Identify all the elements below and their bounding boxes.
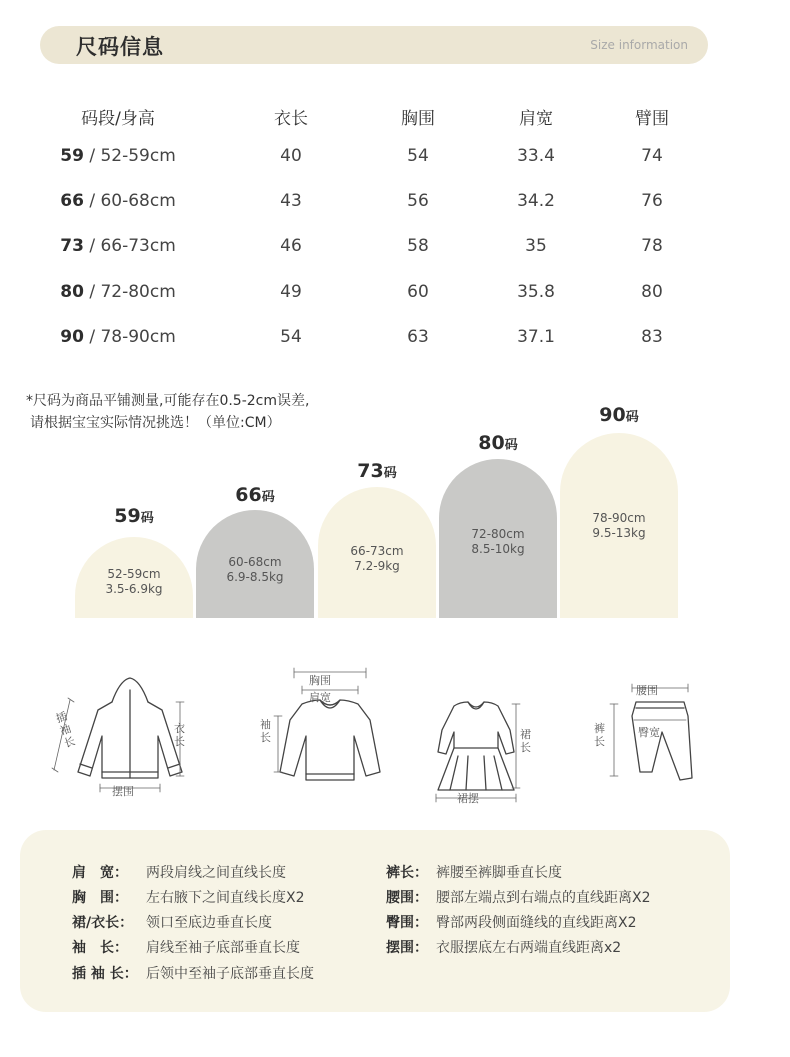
table-header-cell: 码段/身高 (81, 109, 155, 129)
definition-term: 胸 围： (72, 890, 128, 906)
definition-term: 裤长： (386, 865, 428, 881)
definition-desc: 领口至底边垂直长度 (146, 915, 272, 931)
arch-info (439, 527, 557, 557)
table-cell: 43 (280, 191, 302, 211)
arch-info (75, 567, 193, 597)
height-range: / 78-90cm (83, 327, 176, 347)
table-header-cell: 胸围 (401, 109, 435, 129)
arch-weight: 6.9-8.5kg (226, 570, 284, 584)
arch-height: 52-59cm (107, 567, 161, 581)
definition-row (72, 862, 286, 882)
definition-row (72, 887, 305, 907)
definition-row (72, 963, 314, 983)
table-cell: 63 (407, 327, 429, 347)
definition-desc: 臀部两段侧面缝线的直线距离X2 (436, 915, 637, 931)
size-unit: 码 (140, 511, 154, 526)
table-header-cell: 衣长 (274, 109, 308, 129)
table-header-cell: 肩宽 (519, 109, 553, 129)
definition-desc: 两段肩线之间直线长度 (146, 865, 286, 881)
dress-length-label: 裙长 (520, 728, 531, 754)
definition-row (386, 887, 651, 907)
definition-desc: 腰部左端点到右端点的直线距离X2 (436, 890, 651, 906)
sweater-illustration (280, 700, 380, 780)
arch-weight: 3.5-6.9kg (105, 582, 163, 596)
arch-size-label (560, 404, 678, 426)
table-cell: 76 (641, 191, 663, 211)
size-unit: 码 (504, 438, 518, 453)
pants-illustration (632, 702, 692, 780)
definition-row (386, 937, 621, 957)
dress-hem-label: 裙摆 (457, 792, 479, 805)
dress-illustration (438, 702, 514, 790)
definition-row (72, 937, 300, 957)
definition-row (72, 912, 272, 932)
definition-desc: 后领中至袖子底部垂直长度 (146, 966, 314, 982)
arch-info (196, 555, 314, 585)
table-cell: 60 (407, 282, 429, 302)
arch-height: 60-68cm (228, 555, 282, 569)
definition-term: 袖 长： (72, 940, 128, 956)
page-title: 尺码信息 (76, 35, 164, 59)
table-cell: 40 (280, 146, 302, 166)
jacket-hem-label: 摆围 (112, 785, 134, 798)
garment-illustrations (40, 660, 740, 810)
arch-column (318, 487, 436, 618)
definition-term: 插 袖 长： (72, 966, 138, 982)
arch-info (560, 511, 678, 541)
table-cell: 78 (641, 236, 663, 256)
table-cell: 33.4 (517, 146, 555, 166)
size-number: 59 (60, 146, 84, 166)
arch-height: 72-80cm (471, 527, 525, 541)
definition-term: 臀围： (386, 915, 428, 931)
definition-desc: 衣服摆底左右两端直线距离x2 (436, 940, 622, 956)
definition-row (386, 862, 562, 882)
arch-weight: 9.5-13kg (592, 526, 646, 540)
height-range: / 52-59cm (83, 146, 176, 166)
table-cell: 54 (280, 327, 302, 347)
size-unit: 码 (625, 410, 639, 425)
arch-size-number: 66 (235, 484, 262, 506)
arch-height: 78-90cm (592, 511, 646, 525)
sweater-chest-label: 胸围 (309, 674, 331, 687)
table-cell: 54 (407, 146, 429, 166)
jacket-sleeve-label: 插袖长 (54, 709, 77, 751)
note-line: *尺码为商品平铺测量,可能存在0.5-2cm误差, (26, 393, 310, 409)
definition-term: 摆围： (386, 940, 428, 956)
table-cell: 80 (641, 282, 663, 302)
size-unit: 码 (261, 490, 275, 505)
table-cell: 34.2 (517, 191, 555, 211)
size-number: 90 (60, 327, 84, 347)
pants-waist-label: 腰围 (636, 684, 658, 697)
size-number: 73 (60, 236, 84, 256)
definition-desc: 裤腰至裤脚垂直长度 (436, 865, 562, 881)
table-cell: 58 (407, 236, 429, 256)
arch-height: 66-73cm (350, 544, 404, 558)
note-line: 请根据宝宝实际情况挑选！（单位:CM） (30, 415, 281, 431)
page-subtitle: Size information (590, 38, 688, 52)
table-cell: 37.1 (517, 327, 555, 347)
size-unit: 码 (383, 466, 397, 481)
arch-size-number: 80 (478, 432, 505, 454)
definition-row (386, 912, 637, 932)
definition-desc: 肩线至袖子底部垂直长度 (146, 940, 300, 956)
sweater-shoulder-label: 肩宽 (309, 691, 331, 704)
sweater-sleeve-label: 袖长 (260, 718, 271, 744)
arch-weight: 7.2-9kg (354, 559, 400, 573)
height-range: / 66-73cm (83, 236, 176, 256)
table-cell: 35 (525, 236, 547, 256)
definition-term: 裙/衣长： (72, 915, 134, 931)
jacket-length-label: 衣长 (174, 722, 185, 748)
arch-size-label (196, 484, 314, 506)
arch-size-label (75, 505, 193, 527)
table-cell: 46 (280, 236, 302, 256)
arch-column (439, 459, 557, 618)
arch-column (560, 433, 678, 618)
pants-hip-label: 臀宽 (638, 726, 660, 739)
arch-info (318, 544, 436, 574)
pants-length-label: 裤长 (594, 722, 605, 748)
definitions-box (20, 830, 730, 1012)
table-cell: 83 (641, 327, 663, 347)
jacket-illustration (78, 678, 182, 778)
definition-term: 腰围： (386, 890, 428, 906)
arch-column (196, 510, 314, 618)
arch-size-label (439, 432, 557, 454)
table-cell: 56 (407, 191, 429, 211)
size-number: 80 (60, 282, 84, 302)
arch-size-number: 90 (599, 404, 626, 426)
height-range: / 60-68cm (83, 191, 176, 211)
arch-weight: 8.5-10kg (471, 542, 525, 556)
height-range: / 72-80cm (83, 282, 176, 302)
table-cell: 74 (641, 146, 663, 166)
table-cell: 49 (280, 282, 302, 302)
arch-size-label (318, 460, 436, 482)
definition-desc: 左右腋下之间直线长度X2 (146, 890, 305, 906)
table-cell: 35.8 (517, 282, 555, 302)
arch-size-number: 59 (114, 505, 141, 527)
arch-column (75, 537, 193, 618)
definition-term: 肩 宽： (72, 865, 128, 881)
table-header-cell: 臂围 (635, 109, 669, 129)
size-number: 66 (60, 191, 84, 211)
arch-size-number: 73 (357, 460, 384, 482)
